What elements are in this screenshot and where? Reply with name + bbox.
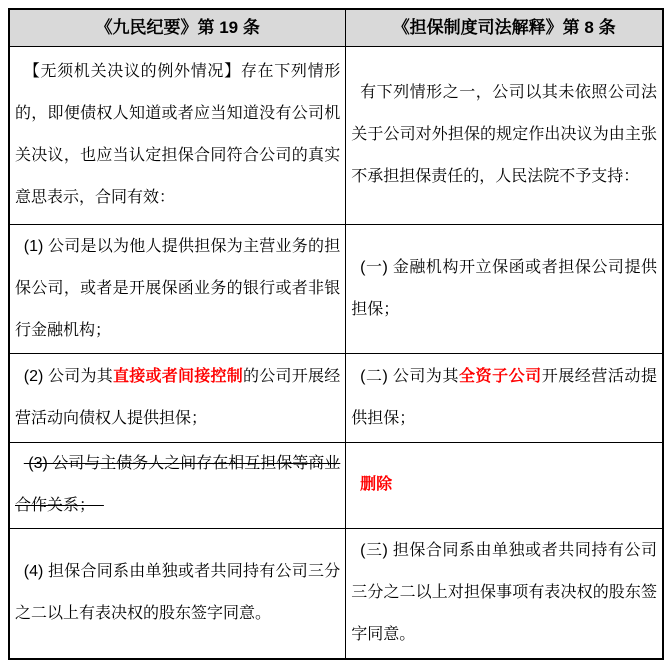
text-segment-normal: (三) 担保合同系由单独或者共同持有公司三分之二以上对担保事项有表决权的股东签字同意。 [351,542,657,644]
paragraph [15,226,340,352]
text-segment-normal: 有下列情形之一，公司以其未依照公司法关于公司对外担保的规定作出决议为由主张不承担担保责任的，人民法院不予支持： [351,84,657,185]
table-row-item-2 [9,353,663,442]
cell-jiumin-item-4 [9,528,346,659]
text-segment-red-bold: 删除 [360,476,393,493]
cell-danbao-deleted-marker [346,442,663,528]
paragraph [15,356,340,440]
text-segment-normal: 的公司开展经营活动向债权人提供担保； [15,367,341,427]
text-segment-normal: (1) 公司是以为他人提供担保为主营业务的担保公司，或者是开展保函业务的银行或者非银行金融机构； [15,237,341,339]
paragraph [15,443,340,527]
table-row-item-1 [9,224,663,353]
text-segment-red-bold: 全资子公司 [459,367,542,385]
cell-jiumin-item-2 [9,353,346,442]
table-row-item-4 [9,528,663,659]
paragraph [351,464,657,506]
cell-danbao-general-rule [346,46,663,224]
table-row-general-rule [9,46,663,224]
cell-jiumin-general-rule [9,46,346,224]
header-jiumin-article: 《九民纪要》第 19 条 [9,9,346,46]
table-row-item-3-deleted [9,442,663,528]
text-segment-normal: (一) 金融机构开立保函或者担保公司提供担保； [351,258,657,318]
table-body [9,46,663,659]
paragraph [351,530,657,656]
header-danbao-article: 《担保制度司法解释》第 8 条 [346,9,663,46]
text-segment-normal: 【无须机关决议的例外情况】存在下列情形的，即便债权人知道或者应当知道没有公司机关决议，也应当认定担保合同符合公司的真实意思表示，合同有效： [15,63,341,206]
paragraph [351,356,657,440]
paragraph [351,247,657,331]
text-segment-normal: (二) 公司为其 [360,367,459,385]
paragraph [351,72,657,198]
text-segment-normal: 开展经营活动提供担保； [351,367,657,427]
cell-danbao-item-2 [346,353,663,442]
legal-comparison-table [8,8,664,660]
paragraph [15,51,340,219]
text-segment-normal: (2) 公司为其 [23,367,114,385]
header-row [9,9,663,46]
cell-danbao-item-3 [346,528,663,659]
paragraph [15,551,340,635]
text-segment-normal: (4) 担保合同系由单独或者共同持有公司三分之二以上有表决权的股东签字同意。 [15,563,341,623]
cell-jiumin-item-1 [9,224,346,353]
text-segment-strike: (3) 公司与主债务人之间存在相互担保等商业合作关系； [15,455,341,514]
text-segment-red-bold: 直接或者间接控制 [113,367,244,385]
cell-danbao-item-1 [346,224,663,353]
cell-jiumin-item-3-struck [9,442,346,528]
